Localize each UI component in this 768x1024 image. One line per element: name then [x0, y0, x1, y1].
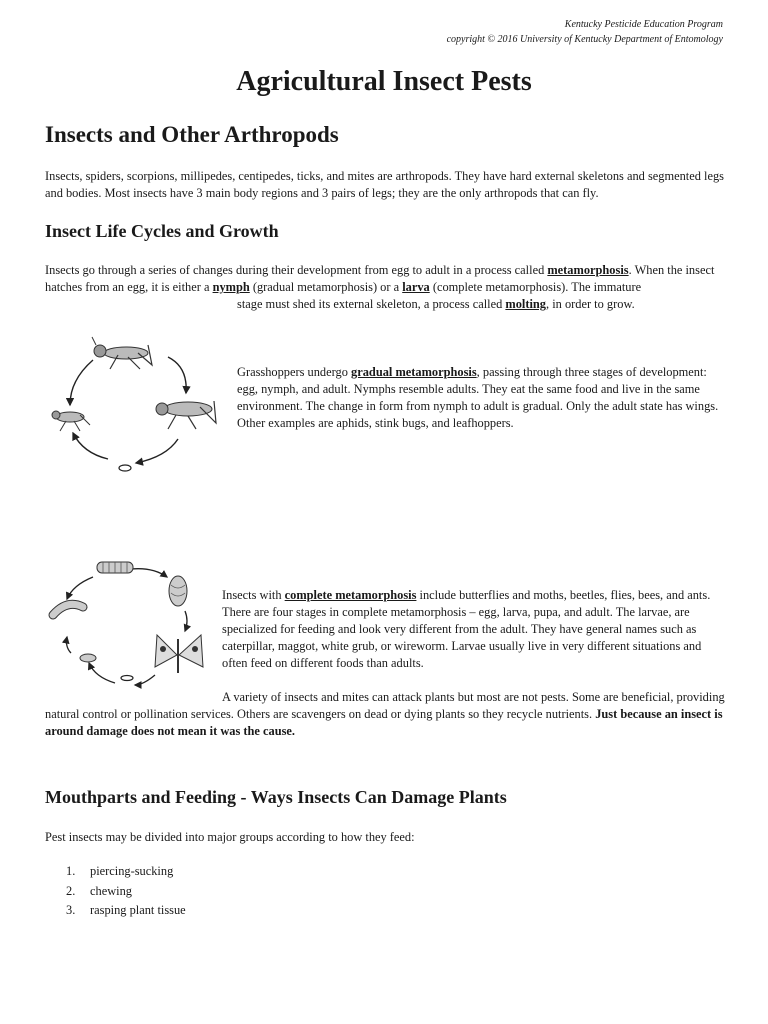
header-program: Kentucky Pesticide Education Program: [564, 19, 723, 30]
pests-emphasis: Just because an insect is around damage does not mean it was the cause.: [45, 707, 723, 738]
term-larva: larva: [402, 280, 430, 294]
gradual-metamorphosis-diagram: [48, 335, 228, 490]
section-heading-arthropods: Insects and Other Arthropods: [45, 122, 339, 147]
section-heading-life-cycles: Insect Life Cycles and Growth: [45, 221, 279, 241]
metamorphosis-intro-paragraph: Insects go through a series of changes during their development from egg to adult in a process called metamorphosis. When the insect hatches from an egg, it is either a nymph (gradual metamorphosis) or a larva (complete metamorphosis). The immature: [45, 263, 715, 294]
complete-metamorphosis-diagram: [45, 555, 220, 700]
gradual-metamorphosis-paragraph: Grasshoppers undergo gradual metamorphosis, passing through three stages of development: egg, nymph, and adult. Nymphs resemble adults. They eat the same food and live in the same environment. The change in form from nymph to adult is gradual. Only the adult state has wings. Other examples are aphids, stink bugs, and leafhoppers.: [237, 365, 719, 430]
small-larva-icon: [80, 654, 96, 662]
term-metamorphosis: metamorphosis: [547, 263, 629, 277]
grasshopper-adult-right-icon: [156, 401, 216, 429]
header-copyright: copyright © 2016 University of Kentucky Department of Entomology: [446, 34, 723, 45]
feeding-groups-list: [45, 862, 186, 921]
butterfly-adult-icon: [155, 635, 203, 673]
complete-metamorphosis-paragraph: Insects with complete metamorphosis include butterflies and moths, beetles, flies, bees, and ants. There are four stages in complete metamorphosis – egg, larva, pupa, and adult. The larvae, are specialized for feeding and look very different from the adult. They have general names such as caterpillar, maggot, white grub, or wireworm. Larvae usually live in very different situations and often feed on different foods than adults.: [222, 588, 711, 670]
molting-line: stage must shed its external skeleton, a process called molting, in order to grow.: [237, 297, 635, 311]
page-title: Agricultural Insect Pests: [236, 66, 532, 97]
section-heading-mouthparts: Mouthparts and Feeding - Ways Insects Can Damage Plants: [45, 787, 507, 807]
list-item: 2. chewing: [66, 883, 132, 898]
list-item: 1. piercing-sucking: [66, 864, 174, 878]
term-gradual-metamorphosis: gradual metamorphosis: [351, 365, 477, 379]
term-complete-metamorphosis: complete metamorphosis: [284, 588, 417, 602]
pests-paragraph: A variety of insects and mites can attack plants but most are not pests. Some are beneficial, providing natural control or pollination services. Others are scavengers on dead or dying plants so they recycle nutrients. Just because an insect is around damage does not mean it was the cause.: [45, 690, 725, 738]
egg-icon: [119, 465, 131, 471]
caterpillar-left-icon: [53, 604, 83, 615]
list-item: 3. rasping plant tissue: [66, 903, 186, 917]
caterpillar-top-icon: [97, 562, 133, 573]
feeding-groups-intro: Pest insects may be divided into major groups according to how they feed:: [45, 830, 415, 844]
egg-icon-2: [121, 676, 133, 681]
grasshopper-adult-top-icon: [92, 337, 152, 369]
pupa-icon: [169, 576, 187, 606]
term-nymph: nymph: [212, 280, 250, 294]
arthropods-paragraph: Insects, spiders, scorpions, millipedes, centipedes, ticks, and mites are arthropods. They have hard external skeletons and segmented legs and bodies. Most insects have 3 main body regions and 3 pairs of legs; they are the only arthropods that can fly.: [45, 169, 725, 200]
grasshopper-nymph-icon: [52, 411, 90, 431]
term-molting: molting: [505, 297, 547, 311]
